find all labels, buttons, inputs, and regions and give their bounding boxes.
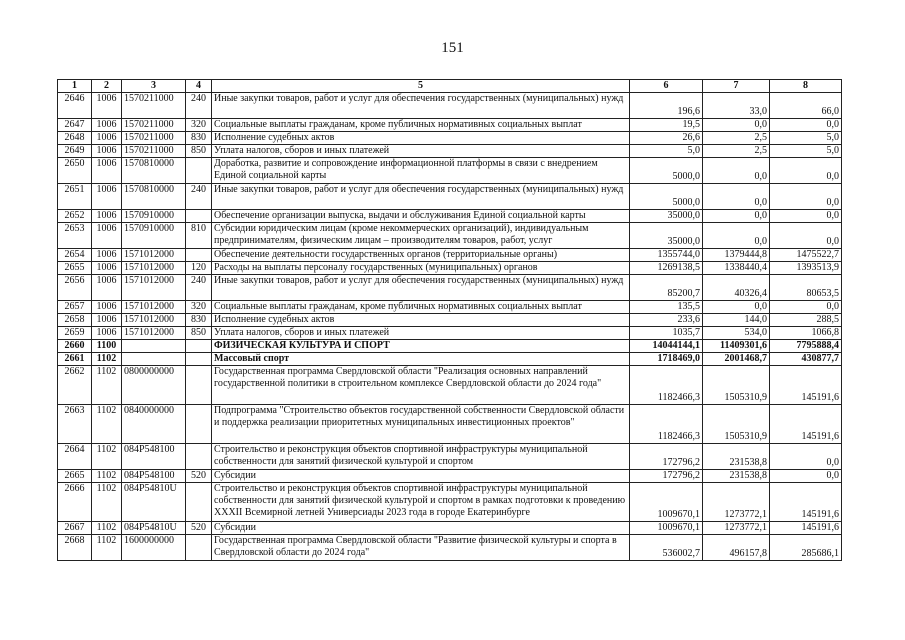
- column-header-row: [58, 80, 842, 93]
- row-description: Уплата налогов, сборов и иных платежей: [212, 327, 630, 340]
- table-row: [58, 262, 842, 275]
- table-row: [58, 314, 842, 327]
- target-code: [122, 340, 186, 353]
- column-header: 8: [770, 80, 842, 93]
- target-code: 1571012000: [122, 275, 186, 301]
- amount-col-7: 144,0: [703, 314, 770, 327]
- amount-col-6: 1035,7: [630, 327, 703, 340]
- row-number: 2663: [58, 405, 92, 444]
- table-row: [58, 93, 842, 119]
- row-description: Исполнение судебных актов: [212, 132, 630, 145]
- row-description: Обеспечение деятельности государственных органов (территориальные органы): [212, 249, 630, 262]
- expense-type: 810: [186, 223, 212, 249]
- table-row: [58, 405, 842, 444]
- row-description: Иные закупки товаров, работ и услуг для обеспечения государственных (муниципальных) нужд: [212, 93, 630, 119]
- amount-col-8: 145191,6: [770, 366, 842, 405]
- amount-col-8: 1393513,9: [770, 262, 842, 275]
- row-description: ФИЗИЧЕСКАЯ КУЛЬТУРА И СПОРТ: [212, 340, 630, 353]
- expense-type: [186, 405, 212, 444]
- expense-type: [186, 535, 212, 561]
- row-description: Расходы на выплаты персоналу государственных (муниципальных) органов: [212, 262, 630, 275]
- expense-type: 830: [186, 314, 212, 327]
- table-row: [58, 145, 842, 158]
- expense-type: 320: [186, 119, 212, 132]
- column-header: 2: [92, 80, 122, 93]
- amount-col-7: 0,0: [703, 184, 770, 210]
- page-number: 151: [441, 40, 464, 56]
- section-code: 1102: [92, 405, 122, 444]
- amount-col-6: 5000,0: [630, 158, 703, 184]
- section-code: 1102: [92, 483, 122, 522]
- amount-col-7: 2001468,7: [703, 353, 770, 366]
- table-row: [58, 340, 842, 353]
- amount-col-6: 1718469,0: [630, 353, 703, 366]
- row-number: 2647: [58, 119, 92, 132]
- target-code: 084P54810U: [122, 522, 186, 535]
- row-description: Массовый спорт: [212, 353, 630, 366]
- amount-col-6: 1182466,3: [630, 366, 703, 405]
- section-code: 1006: [92, 249, 122, 262]
- amount-col-8: 0,0: [770, 470, 842, 483]
- section-code: 1102: [92, 444, 122, 470]
- table-row: [58, 184, 842, 210]
- section-code: 1102: [92, 470, 122, 483]
- amount-col-8: 80653,5: [770, 275, 842, 301]
- amount-col-6: 172796,2: [630, 470, 703, 483]
- column-header: 6: [630, 80, 703, 93]
- table-row: [58, 132, 842, 145]
- expense-type: [186, 483, 212, 522]
- table-body: [58, 93, 842, 561]
- amount-col-6: 85200,7: [630, 275, 703, 301]
- target-code: 0800000000: [122, 366, 186, 405]
- row-description: Иные закупки товаров, работ и услуг для обеспечения государственных (муниципальных) нужд: [212, 184, 630, 210]
- row-number: 2667: [58, 522, 92, 535]
- amount-col-6: 26,6: [630, 132, 703, 145]
- row-number: 2666: [58, 483, 92, 522]
- amount-col-6: 1182466,3: [630, 405, 703, 444]
- amount-col-8: 285686,1: [770, 535, 842, 561]
- row-number: 2652: [58, 210, 92, 223]
- amount-col-6: 1355744,0: [630, 249, 703, 262]
- row-description: Субсидии: [212, 470, 630, 483]
- row-number: 2668: [58, 535, 92, 561]
- target-code: 1570910000: [122, 223, 186, 249]
- section-code: 1102: [92, 522, 122, 535]
- amount-col-7: 0,0: [703, 119, 770, 132]
- amount-col-8: 1066,8: [770, 327, 842, 340]
- amount-col-7: 231538,8: [703, 470, 770, 483]
- expense-type: [186, 249, 212, 262]
- amount-col-8: 0,0: [770, 210, 842, 223]
- amount-col-6: 1269138,5: [630, 262, 703, 275]
- section-code: 1006: [92, 119, 122, 132]
- section-code: 1006: [92, 327, 122, 340]
- amount-col-6: 19,5: [630, 119, 703, 132]
- section-code: 1102: [92, 353, 122, 366]
- row-number: 2665: [58, 470, 92, 483]
- table-row: [58, 366, 842, 405]
- row-number: 2651: [58, 184, 92, 210]
- column-header: 4: [186, 80, 212, 93]
- amount-col-8: 0,0: [770, 223, 842, 249]
- amount-col-7: 33,0: [703, 93, 770, 119]
- target-code: 0840000000: [122, 405, 186, 444]
- row-description: Обеспечение организации выпуска, выдачи и обслуживания Единой социальной карты: [212, 210, 630, 223]
- amount-col-8: 430877,7: [770, 353, 842, 366]
- expense-type: [186, 340, 212, 353]
- row-description: Уплата налогов, сборов и иных платежей: [212, 145, 630, 158]
- expense-type: 240: [186, 93, 212, 119]
- target-code: 1570211000: [122, 119, 186, 132]
- table-row: [58, 353, 842, 366]
- table-row: [58, 158, 842, 184]
- table-row: [58, 444, 842, 470]
- budget-table: [57, 79, 842, 561]
- row-number: 2646: [58, 93, 92, 119]
- table-row: [58, 210, 842, 223]
- amount-col-7: 231538,8: [703, 444, 770, 470]
- amount-col-6: 5000,0: [630, 184, 703, 210]
- amount-col-7: 40326,4: [703, 275, 770, 301]
- amount-col-6: 536002,7: [630, 535, 703, 561]
- row-description: Социальные выплаты гражданам, кроме публичных нормативных социальных выплат: [212, 301, 630, 314]
- column-header: 3: [122, 80, 186, 93]
- target-code: 1570211000: [122, 145, 186, 158]
- row-number: 2662: [58, 366, 92, 405]
- row-number: 2660: [58, 340, 92, 353]
- column-header: 5: [212, 80, 630, 93]
- table-row: [58, 249, 842, 262]
- expense-type: 240: [186, 275, 212, 301]
- row-description: Субсидии юридическим лицам (кроме некоммерческих организаций), индивидуальным предпринимателям, физическим лицам – производителям товаров, работ, услуг: [212, 223, 630, 249]
- expense-type: [186, 366, 212, 405]
- amount-col-7: 496157,8: [703, 535, 770, 561]
- amount-col-6: 172796,2: [630, 444, 703, 470]
- target-code: 084P54810U: [122, 483, 186, 522]
- expense-type: 520: [186, 522, 212, 535]
- amount-col-7: 1379444,8: [703, 249, 770, 262]
- expense-type: 830: [186, 132, 212, 145]
- target-code: 1570211000: [122, 93, 186, 119]
- section-code: 1102: [92, 535, 122, 561]
- table-row: [58, 522, 842, 535]
- expense-type: [186, 158, 212, 184]
- amount-col-7: 1505310,9: [703, 366, 770, 405]
- row-description: Доработка, развитие и сопровождение информационной платформы в связи с внедрением Единой социальной карты: [212, 158, 630, 184]
- section-code: 1006: [92, 93, 122, 119]
- amount-col-8: 7795888,4: [770, 340, 842, 353]
- row-number: 2648: [58, 132, 92, 145]
- amount-col-6: 35000,0: [630, 210, 703, 223]
- amount-col-6: 196,6: [630, 93, 703, 119]
- expense-type: 520: [186, 470, 212, 483]
- expense-type: 240: [186, 184, 212, 210]
- section-code: 1006: [92, 210, 122, 223]
- table-row: [58, 275, 842, 301]
- row-number: 2649: [58, 145, 92, 158]
- row-number: 2654: [58, 249, 92, 262]
- row-description: Субсидии: [212, 522, 630, 535]
- amount-col-6: 1009670,1: [630, 522, 703, 535]
- amount-col-8: 0,0: [770, 444, 842, 470]
- row-description: Подпрограмма "Строительство объектов государственной собственности Свердловской области и поддержка реализации приоритетных муниципальных инвестиционных проектов": [212, 405, 630, 444]
- section-code: 1006: [92, 262, 122, 275]
- section-code: 1006: [92, 158, 122, 184]
- row-description: Государственная программа Свердловской области "Реализация основных направлений государственной политики в строительном комплексе Свердловской области до 2024 года": [212, 366, 630, 405]
- row-description: Строительство и реконструкция объектов спортивной инфраструктуры муниципальной собственности для занятий физической культурой и спортом в рамках подготовки к проведению XXXII Всемирной летней Универсиады 2023 года в городе Екатеринбурге: [212, 483, 630, 522]
- section-code: 1102: [92, 366, 122, 405]
- column-header: 7: [703, 80, 770, 93]
- row-description: Иные закупки товаров, работ и услуг для обеспечения государственных (муниципальных) нужд: [212, 275, 630, 301]
- target-code: 1570910000: [122, 210, 186, 223]
- row-description: Строительство и реконструкция объектов спортивной инфраструктуры муниципальной собственности для занятий физической культурой и спортом: [212, 444, 630, 470]
- table-row: [58, 301, 842, 314]
- amount-col-8: 5,0: [770, 145, 842, 158]
- amount-col-7: 11409301,6: [703, 340, 770, 353]
- amount-col-6: 135,5: [630, 301, 703, 314]
- amount-col-7: 0,0: [703, 301, 770, 314]
- row-description: Исполнение судебных актов: [212, 314, 630, 327]
- table-row: [58, 223, 842, 249]
- expense-type: [186, 444, 212, 470]
- expense-type: 320: [186, 301, 212, 314]
- table-row: [58, 483, 842, 522]
- amount-col-7: 2,5: [703, 145, 770, 158]
- section-code: 1006: [92, 132, 122, 145]
- target-code: 1571012000: [122, 262, 186, 275]
- amount-col-8: 0,0: [770, 119, 842, 132]
- amount-col-8: 145191,6: [770, 522, 842, 535]
- amount-col-8: 66,0: [770, 93, 842, 119]
- amount-col-7: 2,5: [703, 132, 770, 145]
- target-code: 1570211000: [122, 132, 186, 145]
- section-code: 1006: [92, 314, 122, 327]
- target-code: 1571012000: [122, 249, 186, 262]
- amount-col-7: 534,0: [703, 327, 770, 340]
- amount-col-7: 0,0: [703, 158, 770, 184]
- amount-col-6: 14044144,1: [630, 340, 703, 353]
- amount-col-7: 1273772,1: [703, 522, 770, 535]
- amount-col-6: 35000,0: [630, 223, 703, 249]
- amount-col-8: 0,0: [770, 158, 842, 184]
- section-code: 1006: [92, 184, 122, 210]
- row-number: 2658: [58, 314, 92, 327]
- expense-type: [186, 353, 212, 366]
- section-code: 1006: [92, 275, 122, 301]
- target-code: 084P548100: [122, 444, 186, 470]
- section-code: 1006: [92, 301, 122, 314]
- amount-col-7: 1505310,9: [703, 405, 770, 444]
- amount-col-6: 233,6: [630, 314, 703, 327]
- row-number: 2661: [58, 353, 92, 366]
- section-code: 1006: [92, 145, 122, 158]
- target-code: 1570810000: [122, 184, 186, 210]
- amount-col-8: 288,5: [770, 314, 842, 327]
- table-row: [58, 470, 842, 483]
- amount-col-7: 0,0: [703, 223, 770, 249]
- amount-col-8: 0,0: [770, 301, 842, 314]
- target-code: [122, 353, 186, 366]
- expense-type: [186, 210, 212, 223]
- row-description: Государственная программа Свердловской области "Развитие физической культуры и спорта в Свердловской области до 2024 года": [212, 535, 630, 561]
- table-row: [58, 119, 842, 132]
- row-number: 2659: [58, 327, 92, 340]
- amount-col-8: 145191,6: [770, 405, 842, 444]
- section-code: 1100: [92, 340, 122, 353]
- amount-col-8: 5,0: [770, 132, 842, 145]
- amount-col-7: 1338440,4: [703, 262, 770, 275]
- amount-col-6: 1009670,1: [630, 483, 703, 522]
- amount-col-7: 0,0: [703, 210, 770, 223]
- expense-type: 120: [186, 262, 212, 275]
- expense-type: 850: [186, 145, 212, 158]
- row-number: 2650: [58, 158, 92, 184]
- expense-type: 850: [186, 327, 212, 340]
- target-code: 1571012000: [122, 327, 186, 340]
- row-description: Социальные выплаты гражданам, кроме публичных нормативных социальных выплат: [212, 119, 630, 132]
- row-number: 2655: [58, 262, 92, 275]
- target-code: 1600000000: [122, 535, 186, 561]
- amount-col-6: 5,0: [630, 145, 703, 158]
- target-code: 1570810000: [122, 158, 186, 184]
- amount-col-8: 1475522,7: [770, 249, 842, 262]
- row-number: 2653: [58, 223, 92, 249]
- section-code: 1006: [92, 223, 122, 249]
- row-number: 2656: [58, 275, 92, 301]
- row-number: 2657: [58, 301, 92, 314]
- table-row: [58, 327, 842, 340]
- row-number: 2664: [58, 444, 92, 470]
- target-code: 1571012000: [122, 301, 186, 314]
- amount-col-7: 1273772,1: [703, 483, 770, 522]
- target-code: 084P548100: [122, 470, 186, 483]
- table-row: [58, 535, 842, 561]
- target-code: 1571012000: [122, 314, 186, 327]
- amount-col-8: 0,0: [770, 184, 842, 210]
- column-header: 1: [58, 80, 92, 93]
- amount-col-8: 145191,6: [770, 483, 842, 522]
